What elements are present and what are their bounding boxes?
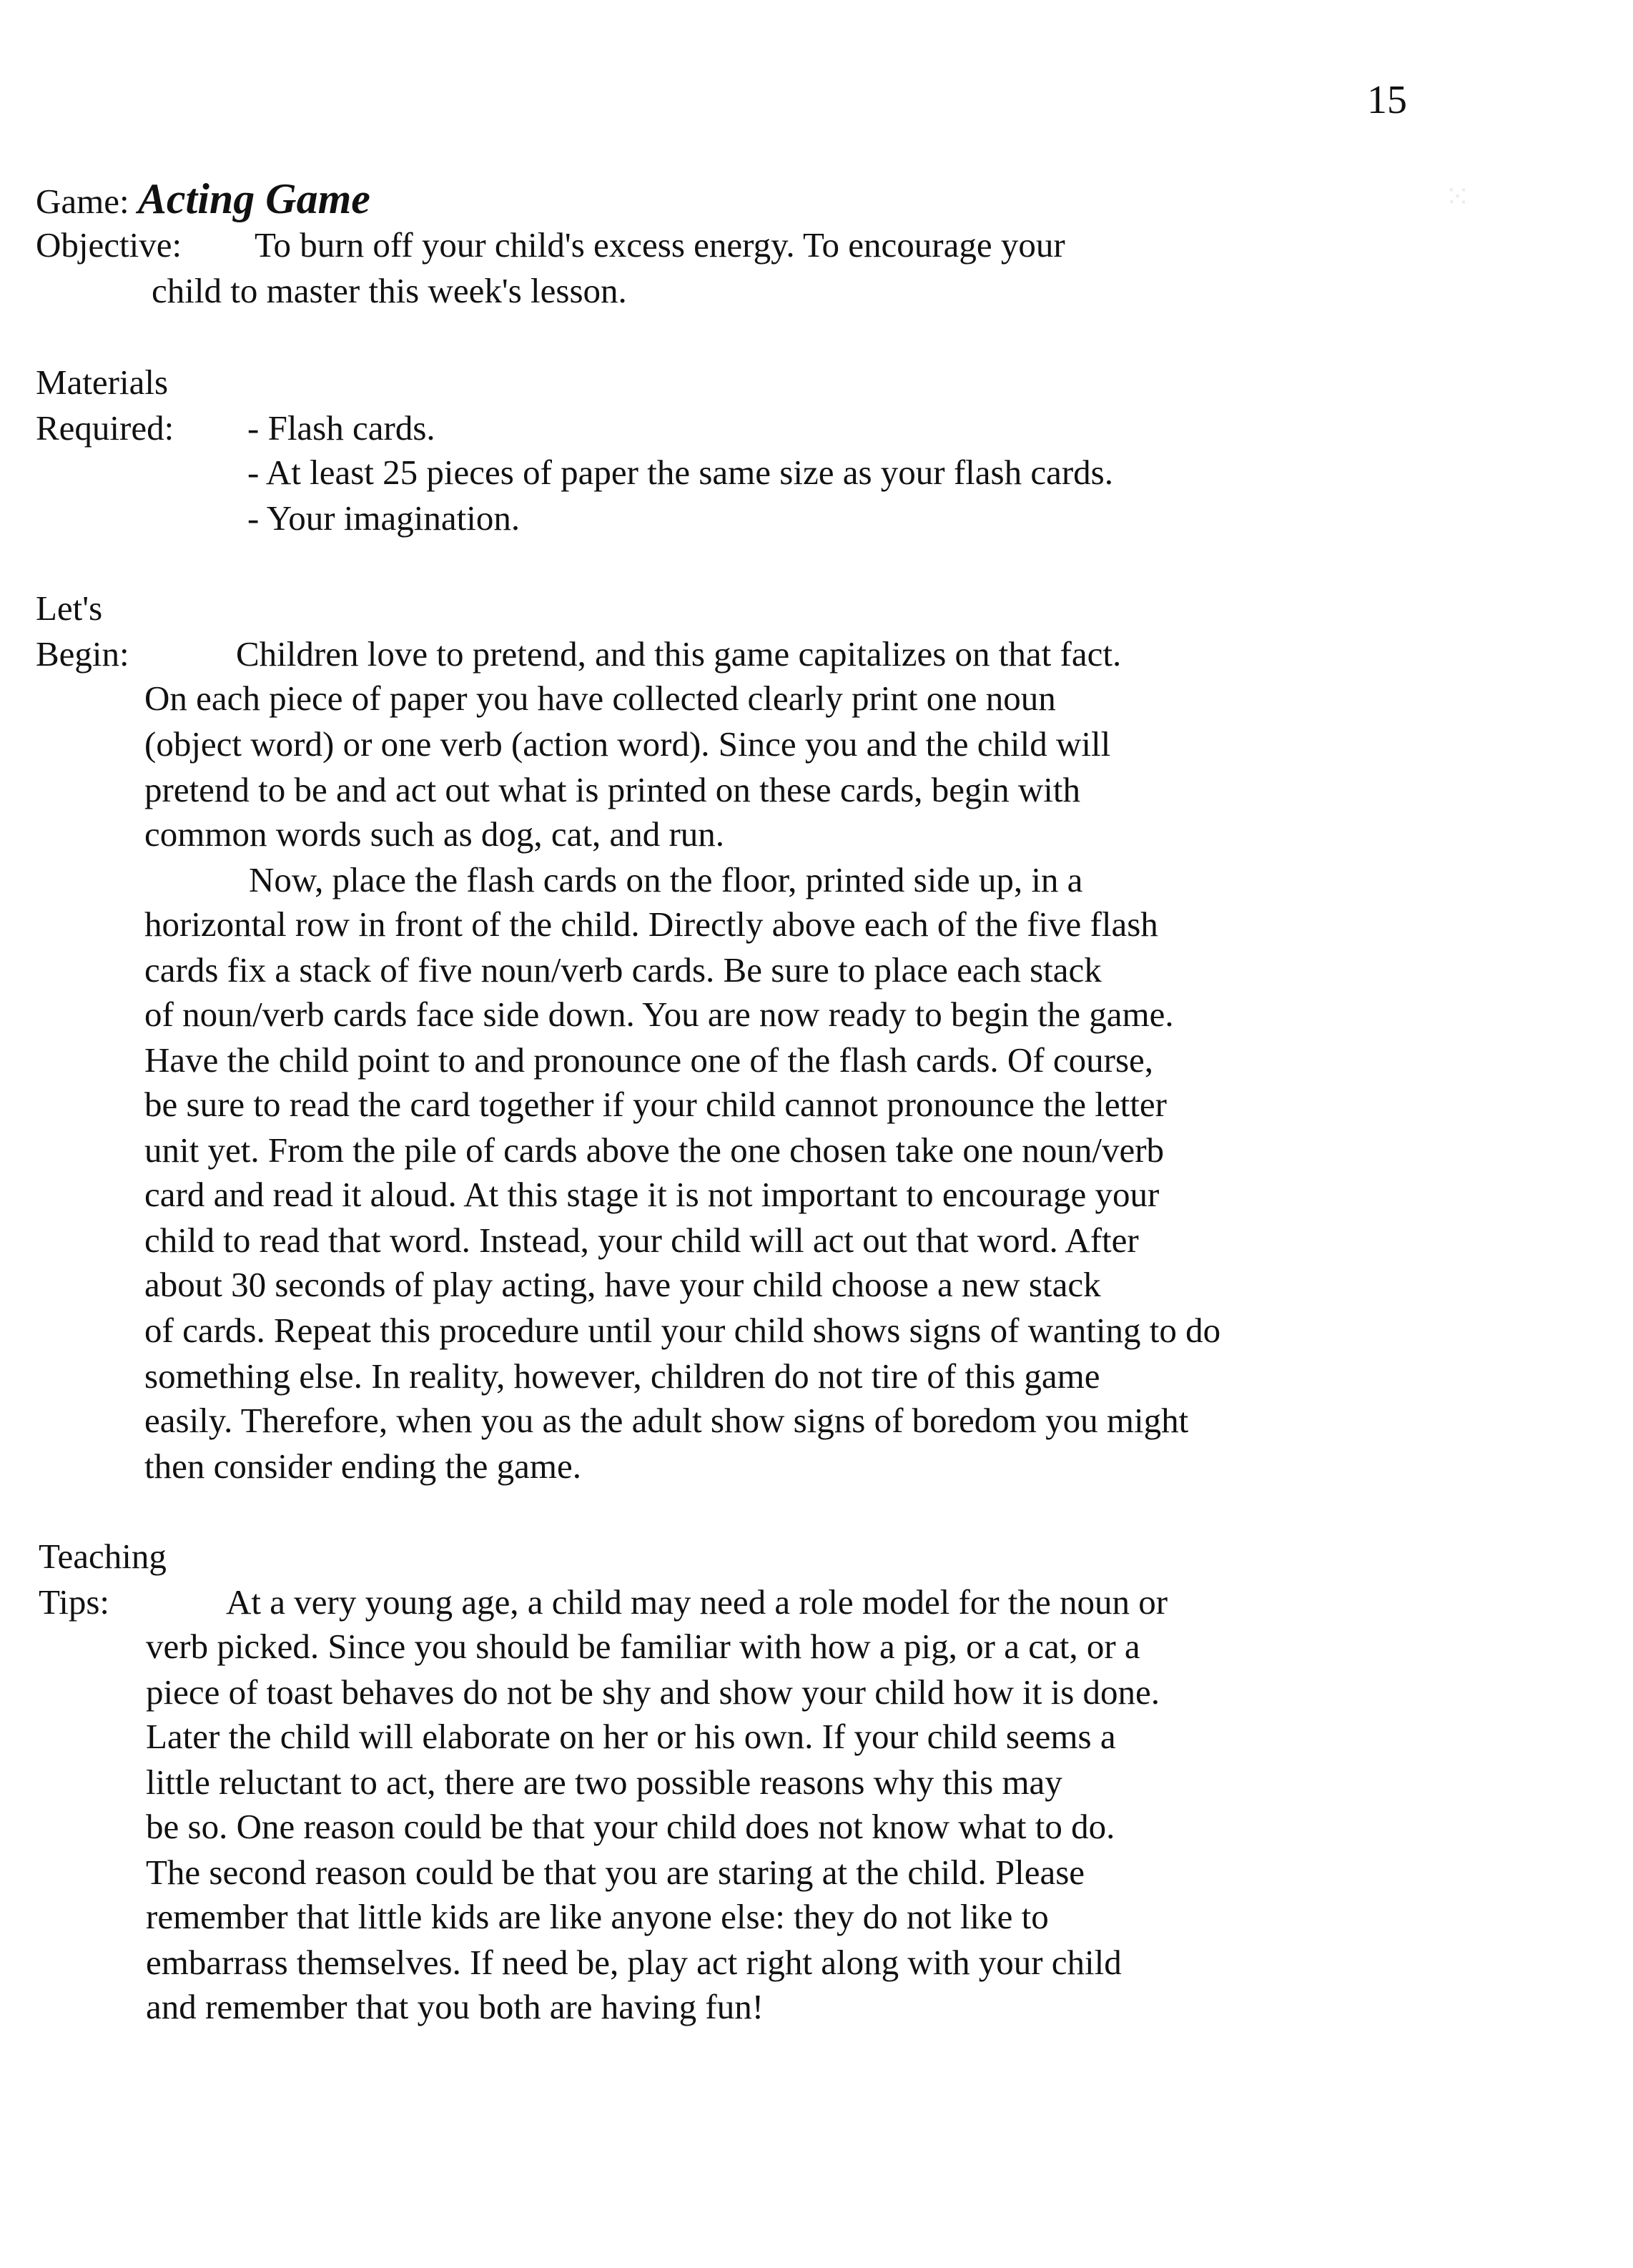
game-label: Game: (36, 182, 129, 221)
lets-begin-line: be sure to read the card together if your child cannot pronounce the letter (144, 1085, 1167, 1124)
teaching-tips-line: verb picked. Since you should be familiar with how a pig, or a cat, or a (146, 1627, 1140, 1666)
materials-label: Required: (36, 408, 174, 448)
lets-begin-line: horizontal row in front of the child. Directly above each of the five flash (144, 904, 1158, 944)
lets-begin-line: easily. Therefore, when you as the adult show signs of boredom you might (144, 1401, 1189, 1440)
lets-begin-line: Now, place the flash cards on the floor, printed side up, in a (249, 860, 1083, 899)
lets-begin-line: pretend to be and act out what is printed on these cards, begin with (144, 770, 1081, 809)
teaching-tips-line: The second reason could be that you are staring at the child. Please (146, 1853, 1085, 1892)
objective-line: child to master this week's lesson. (152, 271, 627, 310)
teaching-tips-line: and remember that you both are having fun! (146, 1987, 764, 2026)
materials-item: - At least 25 pieces of paper the same size as your flash cards. (247, 453, 1113, 492)
lets-begin-line: (object word) or one verb (action word). Since you and the child will (144, 724, 1111, 764)
lets-begin-line: of noun/verb cards face side down. You are now ready to begin the game. (144, 995, 1174, 1034)
lets-begin-line: unit yet. From the pile of cards above the one chosen take one noun/verb (144, 1130, 1165, 1170)
page-number: 15 (1367, 78, 1407, 122)
teaching-tips-line: At a very young age, a child may need a role model for the noun or (226, 1582, 1168, 1622)
lets-begin-line: about 30 seconds of play acting, have your child choose a new stack (144, 1265, 1101, 1304)
lets-begin-line: cards fix a stack of five noun/verb cards. Be sure to place each stack (144, 950, 1102, 990)
lets-begin-line: card and read it aloud. At this stage it is not important to encourage your (144, 1175, 1160, 1214)
materials-label: Materials (36, 363, 169, 402)
objective-label: Objective: (36, 225, 182, 265)
lets-begin-label: Let's (36, 588, 103, 628)
game-heading (36, 177, 370, 220)
lets-begin-label: Begin: (36, 634, 129, 674)
lets-begin-line: something else. In reality, however, children do not tire of this game (144, 1356, 1100, 1396)
lets-begin-line: Have the child point to and pronounce one of the flash cards. Of course, (144, 1040, 1154, 1080)
lets-begin-line: of cards. Repeat this procedure until your child shows signs of wanting to do (144, 1311, 1221, 1350)
lets-begin-line: child to read that word. Instead, your child will act out that word. After (144, 1221, 1139, 1260)
lets-begin-line: then consider ending the game. (144, 1446, 581, 1486)
teaching-tips-line: piece of toast behaves do not be shy and show your child how it is done. (146, 1672, 1160, 1712)
materials-item: - Your imagination. (247, 498, 521, 538)
bleed-through-mark: ⁙ (1444, 179, 1471, 215)
lets-begin-line: On each piece of paper you have collected clearly print one noun (144, 679, 1056, 718)
teaching-tips-line: be so. One reason could be that your child does not know what to do. (146, 1807, 1115, 1846)
teaching-tips-line: embarrass themselves. If need be, play act right along with your child (146, 1943, 1122, 1982)
lets-begin-line: Children love to pretend, and this game capitalizes on that fact. (236, 634, 1122, 674)
teaching-tips-line: Later the child will elaborate on her or his own. If your child seems a (146, 1717, 1116, 1756)
teaching-tips-label: Teaching (39, 1537, 167, 1576)
teaching-tips-line: remember that little kids are like anyone else: they do not like to (146, 1897, 1049, 1936)
game-title: Acting Game (137, 175, 370, 222)
objective-line: To burn off your child's excess energy. To encourage your (255, 225, 1065, 265)
teaching-tips-label: Tips: (39, 1582, 110, 1622)
materials-item: - Flash cards. (247, 408, 435, 448)
lets-begin-line: common words such as dog, cat, and run. (144, 814, 725, 854)
teaching-tips-line: little reluctant to act, there are two possible reasons why this may (146, 1762, 1062, 1802)
